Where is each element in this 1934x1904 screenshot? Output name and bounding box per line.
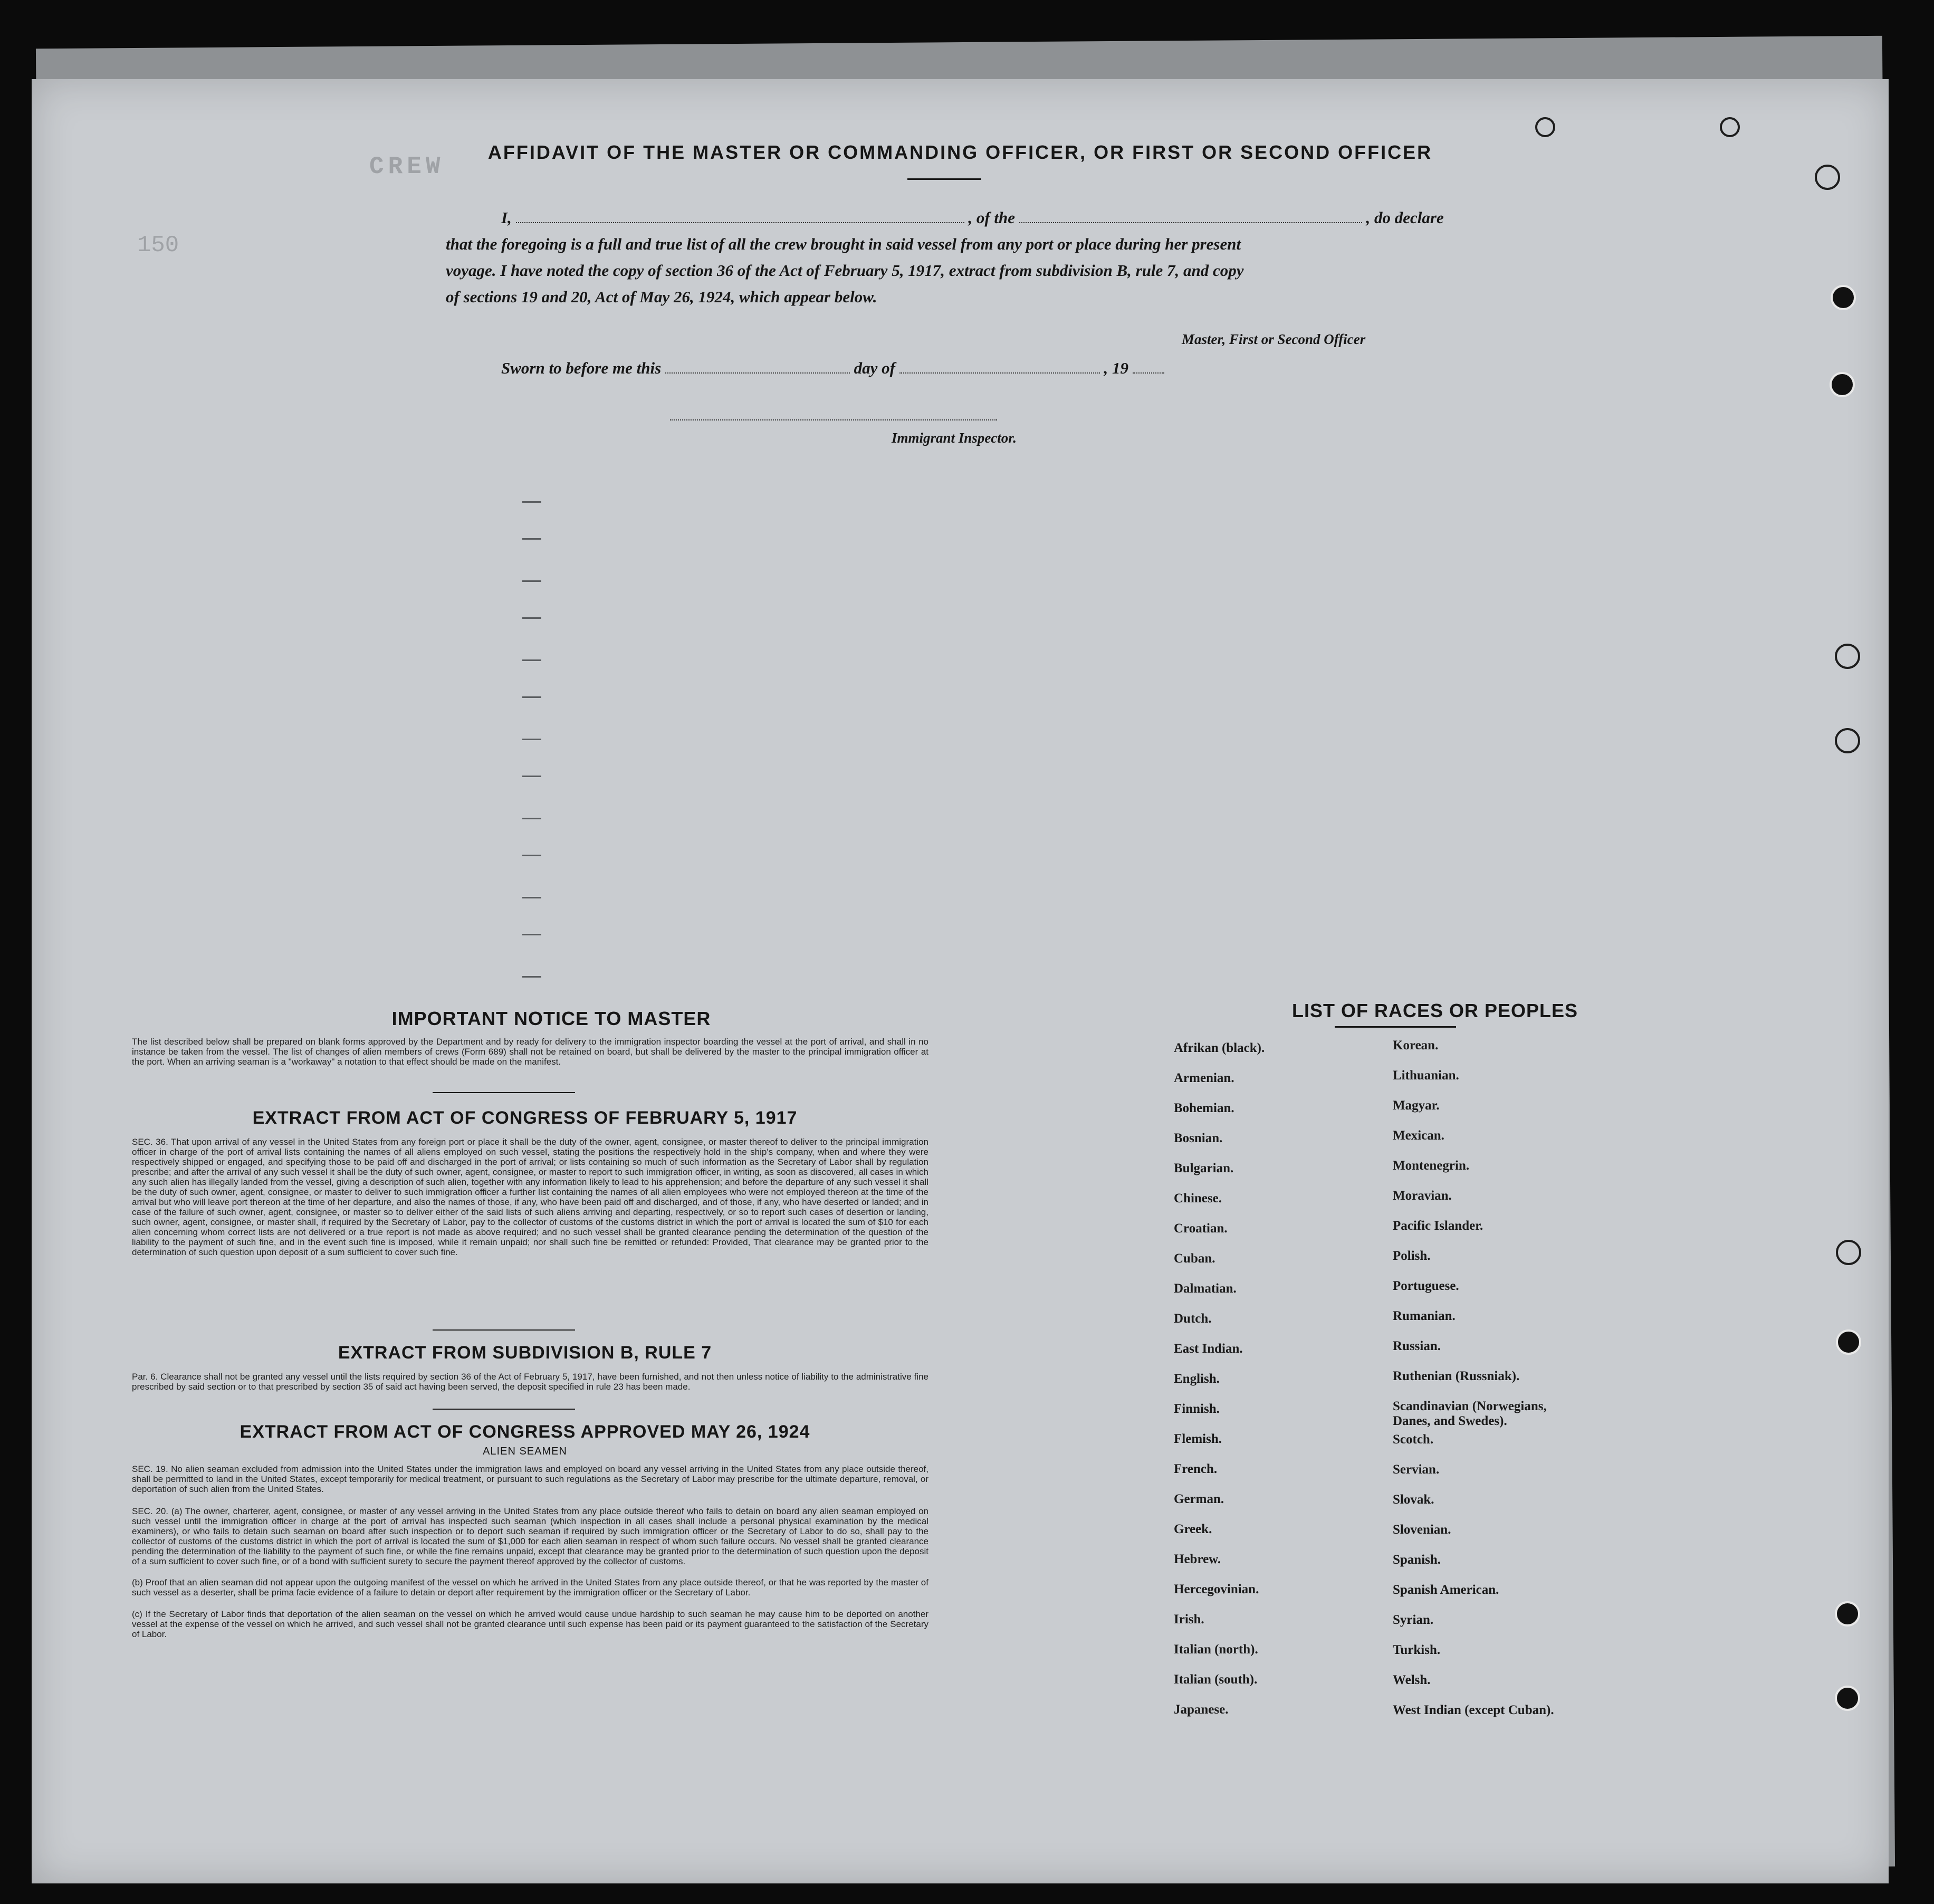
affidavit-i: I,	[501, 208, 512, 227]
race-item: Syrian.	[1393, 1613, 1434, 1627]
bleed-header: CREW	[369, 153, 445, 180]
race-item: German.	[1174, 1492, 1224, 1506]
race-item: Cuban.	[1174, 1251, 1215, 1266]
race-item: Armenian.	[1174, 1071, 1234, 1085]
race-item: Scandinavian (Norwegians, Danes, and Swedes).	[1393, 1399, 1547, 1428]
race-item: Bosnian.	[1174, 1131, 1223, 1145]
races-title: LIST OF RACES OR PEOPLES	[1291, 1000, 1578, 1021]
binder-hole	[1836, 1329, 1861, 1355]
race-item: Mexican.	[1393, 1128, 1444, 1143]
title-rule	[907, 178, 981, 180]
binder-hole	[1835, 1686, 1860, 1711]
inspector-label: Immigrant Inspector.	[892, 430, 1017, 446]
race-item: Italian (south).	[1174, 1672, 1258, 1687]
extract2-title: EXTRACT FROM SUBDIVISION B, RULE 7	[338, 1343, 712, 1363]
day-blank	[665, 372, 850, 374]
affidavit-line3: voyage. I have noted the copy of section 36 of the Act of February 5, 1917, extract from subdivision B, rule 7, and copy	[446, 261, 1244, 280]
sworn-text: Sworn to before me this	[501, 359, 662, 377]
extract1-title: EXTRACT FROM ACT OF CONGRESS OF FEBRUARY 5, 1917	[252, 1108, 798, 1128]
affidavit-line4: of sections 19 and 20, Act of May 26, 1924, which appear below.	[446, 288, 877, 306]
affidavit-line1	[501, 208, 1444, 227]
race-item: Hercegovinian.	[1174, 1582, 1259, 1596]
binder-hole	[1831, 285, 1856, 310]
race-item: Dalmatian.	[1174, 1281, 1237, 1296]
race-item: Croatian.	[1174, 1221, 1228, 1236]
binder-hole	[1836, 1240, 1861, 1265]
document-page	[32, 79, 1889, 1883]
race-item: Afrikan (black).	[1174, 1041, 1265, 1055]
race-item: Scotch.	[1393, 1432, 1434, 1447]
race-item: Ruthenian (Russniak).	[1393, 1369, 1520, 1383]
affidavit-line2: that the foregoing is a full and true list of all the crew brought in said vessel from any port or place during her present	[446, 235, 1241, 253]
race-item: Slovak.	[1393, 1492, 1434, 1507]
extract3-title: EXTRACT FROM ACT OF CONGRESS APPROVED MAY 26, 1924	[240, 1422, 810, 1442]
notice-body: The list described below shall be prepared on blank forms approved by the Department and by ready for delivery to the immigration inspector boarding the vessel at the port of arrival, and shall in no instance be taken from the vessel. The list of changes of alien members of crews (Form 689) shall not be retained on board, but shall be delivered by the master to the principal immigration officer at the port. When an arriving seaman is a "workaway" a notation to that effect should be made on the manifest.	[132, 1037, 928, 1067]
race-item: East Indian.	[1174, 1342, 1243, 1356]
race-item: Polish.	[1393, 1249, 1431, 1263]
binder-hole	[1720, 117, 1740, 137]
sworn-line	[501, 359, 1164, 378]
master-label: Master, First or Second Officer	[1182, 331, 1366, 347]
race-item: Montenegrin.	[1393, 1159, 1470, 1173]
extract3-sec20b: (b) Proof that an alien seaman did not appear upon the outgoing manifest of the vessel on which he arrived in the United States from any place outside thereof, or that he was reported by the master of such vessel as a deserter, shall be prima facie evidence of a failure to detain or deport after requirement by the immigration officer or the Secretary of Labor.	[132, 1577, 928, 1597]
race-item: Moravian.	[1393, 1189, 1452, 1203]
bleed-number: 150	[137, 232, 179, 259]
month-blank	[899, 372, 1100, 374]
race-item: Spanish American.	[1393, 1583, 1499, 1597]
inspector-blank	[670, 419, 997, 420]
race-item: Japanese.	[1174, 1702, 1229, 1717]
affidavit-of-the: , of the	[968, 208, 1016, 227]
race-item: Italian (north).	[1174, 1642, 1258, 1657]
race-item: English.	[1174, 1372, 1220, 1386]
binder-hole	[1535, 117, 1555, 137]
race-item: Hebrew.	[1174, 1552, 1221, 1566]
extract2-body: Par. 6. Clearance shall not be granted any vessel until the lists required by section 36 of the Act of February 5, 1917, have been furnished, and not then unless notice of liability to the administrative fine prescribed by said section or to that prescribed by section 35 of said act having been served, the deposit specified in rule 23 has been made.	[132, 1372, 928, 1392]
race-item: Korean.	[1393, 1038, 1439, 1053]
extract3-sec20c: (c) If the Secretary of Labor finds that deportation of the alien seaman on the vessel on which he arrived would cause undue hardship to such seaman he may cause him to be deported on another vessel at the expense of the vessel on which he arrived, and such vessel shall not be granted clearance until such expense has been paid or its payment guaranteed to the satisfaction of the Secretary of Labor.	[132, 1609, 928, 1639]
race-item: Dutch.	[1174, 1312, 1212, 1326]
extract3-sec20a: SEC. 20. (a) The owner, charterer, agent, consignee, or master of any vessel arriving in the United States from any place outside thereof who fails to detain on board any alien seaman employed on such vessel until the immigration officer in charge at the port of arrival has inspected such seaman (which inspection in all cases shall include a personal physical examination by the medical examiners), or who fails to detain such seaman on board after such inspection or to deport such seaman if required by such immigration officer or the Secretary of Labor to do so, shall pay to the collector of customs of the customs district in which the port of arrival is located the sum of $1,000 for each alien seaman in respect of whom such failure occurs. No vessel shall be granted clearance pending the determination of the liability to the payment of such fine, or while the fine remains unpaid, except that clearance may be granted prior to the determination of such question upon the deposit of a sum sufficient to cover such fine, or of a bond with sufficient surety to secure the payment thereof approved by the collector of customs.	[132, 1506, 928, 1566]
race-item: Rumanian.	[1393, 1309, 1456, 1323]
race-item: West Indian (except Cuban).	[1393, 1703, 1554, 1717]
race-item: Portuguese.	[1393, 1279, 1459, 1293]
race-item: Lithuanian.	[1393, 1068, 1459, 1083]
race-item: Greek.	[1174, 1522, 1212, 1536]
race-item: Welsh.	[1393, 1673, 1431, 1687]
race-item: Pacific Islander.	[1393, 1219, 1483, 1233]
affidavit-do-declare: , do declare	[1366, 208, 1444, 227]
binder-hole	[1835, 728, 1860, 753]
binder-hole	[1835, 1601, 1860, 1626]
race-item: Slovenian.	[1393, 1523, 1451, 1537]
year-text: , 19	[1104, 359, 1128, 377]
binder-hole	[1835, 644, 1860, 669]
binder-hole	[1830, 372, 1855, 397]
notice-title: IMPORTANT NOTICE TO MASTER	[391, 1008, 711, 1029]
day-of-text: day of	[854, 359, 895, 377]
name-blank	[516, 222, 964, 223]
race-item: French.	[1174, 1462, 1218, 1476]
binder-hole	[1815, 165, 1840, 190]
race-item: Servian.	[1393, 1462, 1440, 1477]
race-item: Bulgarian.	[1174, 1161, 1234, 1175]
race-item: Bohemian.	[1174, 1101, 1234, 1115]
extract1-body: SEC. 36. That upon arrival of any vessel in the United States from any foreign port or place it shall be the duty of the owner, agent, consignee, or master thereof to deliver to the principal immigration officer in charge of the port of arrival lists containing the names of all aliens employed on such vessel, stating the positions the respectively hold in the ship's company, when and where they were respectively shipped or engaged, and specifying those to be paid off and discharged in the port of arrival; or lists containing so much of such information as the Secretary of Labor shall by regulation prescribe; and after the arrival of any such vessel it shall be the duty of such owner, agent, consignee, or master to report to such immigration officer, in writing, as soon as discovered, all cases in which any such alien has illegally landed from the vessel, giving a description of such alien, together with any information likely to lead to his apprehension; and before the departure of any such vessel it shall be the duty of such owner, agent, consignee, or master to deliver to such immigration officer a further list containing the names of all alien employees who were not employed thereon at the time of the arrival but who will leave port thereon at the time of her departure, and also the names of those, if any, who have been paid off and discharged, and of those, if any, who have deserted or landed; and in case of the failure of such owner, agent, consignee, or master so to deliver either of the said lists of such aliens arriving and departing, respectively, or so to report such cases of desertion or landing, such owner, agent, consignee, or master shall, if required by the Secretary of Labor, pay to the collector of customs of the customs district in which the port of arrival is located the sum of $10 for each alien concerning whom correct lists are not delivered or a true report is not made as above required; and no such vessel shall be granted clearance pending the determination of the question of the liability to the payment of such fine, and in the event such fine is imposed, while it remain unpaid; nor shall such fine be remitted or refunded: Provided, That clearance may be granted prior to the determination of such question upon deposit of a sum sufficient to cover such fine.	[132, 1137, 928, 1257]
race-item: Finnish.	[1174, 1402, 1220, 1416]
race-item: Russian.	[1393, 1339, 1441, 1353]
race-item: Spanish.	[1393, 1553, 1441, 1567]
extract3-subtitle: ALIEN SEAMEN	[483, 1446, 567, 1457]
race-item: Chinese.	[1174, 1191, 1222, 1205]
vessel-blank	[1019, 222, 1362, 223]
race-item: Irish.	[1174, 1612, 1204, 1626]
extract3-sec19: SEC. 19. No alien seaman excluded from admission into the United States under the immigration laws and employed on board any vessel arriving in the United States from any place outside thereof, shall be permitted to land in the United States, except temporarily for medical treatment, or pursuant to such regulations as the Secretary of Labor may prescribe for the ultimate departure, removal, or deportation of such alien from the United States.	[132, 1464, 928, 1494]
year-blank	[1133, 372, 1164, 374]
race-item: Turkish.	[1393, 1643, 1441, 1657]
affidavit-title: AFFIDAVIT OF THE MASTER OR COMMANDING OFFICER, OR FIRST OR SECOND OFFICER	[487, 141, 1433, 163]
race-item: Magyar.	[1393, 1098, 1440, 1113]
race-item: Flemish.	[1174, 1432, 1222, 1446]
